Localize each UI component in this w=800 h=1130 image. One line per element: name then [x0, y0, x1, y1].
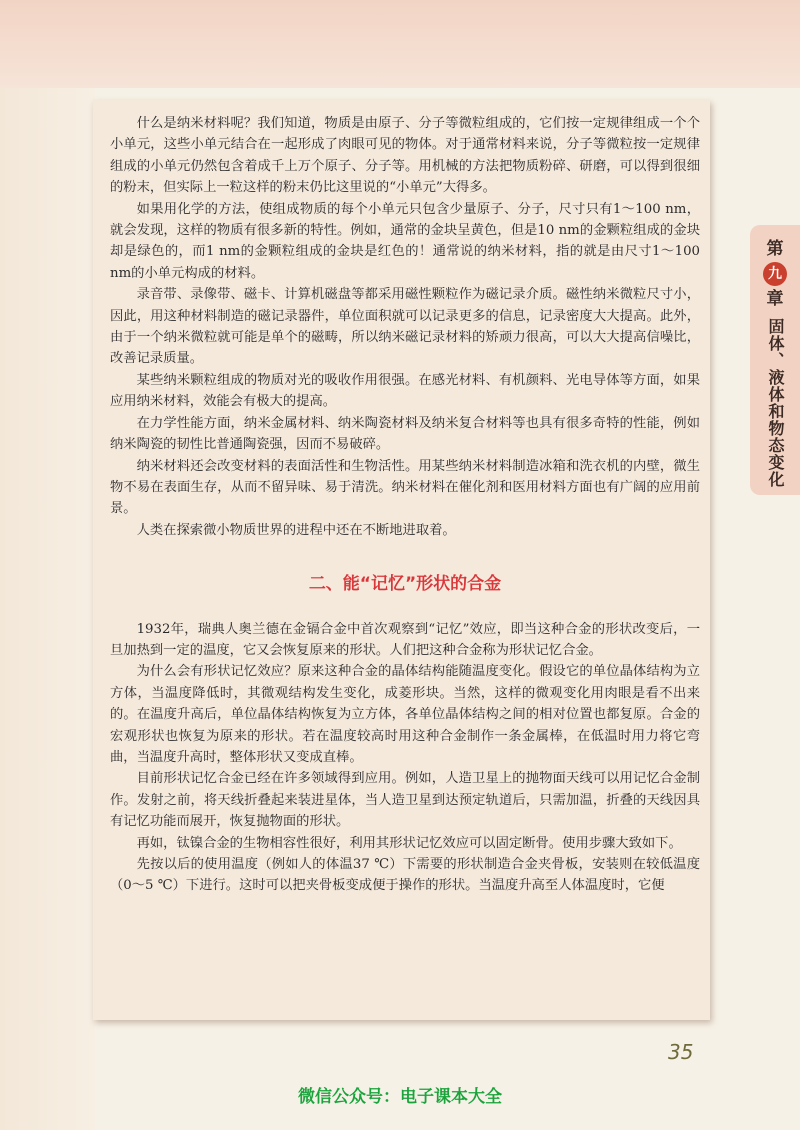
paragraph: 某些纳米颗粒组成的物质对光的吸收作用很强。在感光材料、有机颜料、光电导体等方面，如果应用纳米材料，效能会有极大的提高。 — [110, 372, 700, 410]
page-number: 35 — [668, 1040, 694, 1064]
paragraph: 录音带、录像带、磁卡、计算机磁盘等都采用磁性颗粒作为磁记录介质。磁性纳米微粒尺寸小，因此，用这种材料制造的磁记录器件，单位面积就可以记录更多的信息，记录密度大大提高。此外，由于一个纳米微粒就可能是单个的磁畴，所以纳米磁记录材料的矫顽力很高，可以大大提高信噪比，改善记录质量。 — [110, 287, 700, 367]
left-margin-band — [0, 88, 95, 1130]
watermark-text: 微信公众号：电子课本大全 — [298, 1087, 502, 1107]
paragraph: 如果用化学的方法，使组成物质的每个小单元只包含少量原子、分子，尺寸只有1～100 nm，就会发现，这样的物质有很多新的特性。例如，通常的金块呈黄色，但是10 nm的金颗粒组成的金块却是绿色的，而1 nm的金颗粒组成的金块是红色的！通常说的纳米材料，指的就是由尺寸1～100 nm的小单元构成的材料。 — [110, 201, 700, 281]
chapter-suffix: 章 — [766, 289, 784, 309]
chapter-title: 固体、液体和物态变化 — [766, 318, 785, 488]
paragraph: 什么是纳米材料呢？我们知道，物质是由原子、分子等微粒组成的，它们按一定规律组成一个个小单元，这些小单元结合在一起形成了肉眼可见的物体。对于通常材料来说，分子等微粒按一定规律组成的小单元仍然包含着成千上万个原子、分子等。用机械的方法把物质粉碎、研磨，可以得到很细的粉末，但实际上一粒这样的粉末仍比这里说的“小单元”大得多。 — [110, 116, 700, 196]
paragraph: 再如，钛镍合金的生物相容性很好，利用其形状记忆效应可以固定断骨。使用步骤大致如下。 — [136, 835, 682, 851]
page-body — [110, 113, 700, 897]
paragraph: 先按以后的使用温度（例如人的体温37 ℃）下需要的形状制造合金夹骨板，安装则在较低温度（0～5 ℃）下进行。这时可以把夹骨板变成便于操作的形状。当温度升高至人体温度时，它便 — [110, 857, 700, 894]
chapter-prefix: 第 — [766, 239, 784, 259]
chapter-number-badge: 九 — [763, 262, 787, 286]
paragraph: 在力学性能方面，纳米金属材料、纳米陶瓷材料及纳米复合材料等也具有很多奇特的性能，例如纳米陶瓷的韧性比普通陶瓷强，因而不易破碎。 — [110, 415, 700, 453]
paragraph: 人类在探索微小物质世界的进程中还在不断地进取着。 — [136, 522, 456, 538]
paragraph: 目前形状记忆合金已经在许多领域得到应用。例如，人造卫星上的抛物面天线可以用记忆合金制作。发射之前，将天线折叠起来装进星体，当人造卫星到达预定轨道后，只需加温，折叠的天线因具有记忆功能而展开，恢复抛物面的形状。 — [110, 771, 700, 830]
section-heading: 二、能“记忆”形状的合金 — [308, 574, 502, 595]
top-color-band — [0, 0, 800, 88]
paragraph: 1932年，瑞典人奥兰德在金镉合金中首次观察到“记忆”效应，即当这种合金的形状改变后，一旦加热到一定的温度，它又会恢复原来的形状。人们把这种合金称为形状记忆合金。 — [110, 621, 700, 658]
chapter-tab-label — [758, 238, 792, 488]
paragraph: 为什么会有形状记忆效应？原来这种合金的晶体结构能随温度变化。假设它的单位晶体结构为立方体，当温度降低时，其微观结构发生变化，成菱形块。当然，这样的微观变化用肉眼是看不出来的。在温度升高后，单位晶体结构恢复为立方体，各单位晶体结构之间的相对位置也都复原。合金的宏观形状也恢复为原来的形状。若在温度较高时用这种合金制作一条金属棒，在低温时用力将它弯曲，当温度升高时，整体形状又变成直棒。 — [110, 664, 700, 765]
paragraph: 纳米材料还会改变材料的表面活性和生物活性。用某些纳米材料制造冰箱和洗衣机的内壁，微生物不易在表面生存，从而不留异味、易于清洗。纳米材料在催化剂和医用材料方面也有广阔的应用前景。 — [110, 458, 700, 517]
